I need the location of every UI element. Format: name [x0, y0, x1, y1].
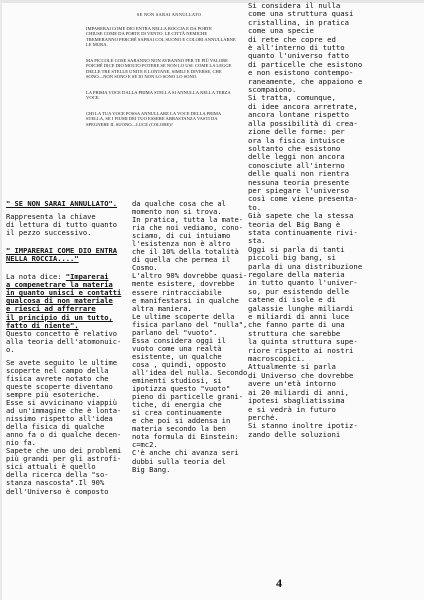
- text-line: di particelle che esistono: [248, 59, 363, 69]
- text-line: so, pur esistendo delle: [248, 286, 350, 296]
- text-line: più grandi per gli astrofi-: [6, 454, 122, 464]
- text-line: anno fa o di qualche decen-: [6, 430, 122, 440]
- text-line: delle quali non rientra: [248, 169, 350, 179]
- poem-line: VOCE.: [86, 95, 100, 100]
- text-line: regolare della materia: [248, 270, 345, 279]
- text-line: mente esistere, dovrebbe: [132, 279, 235, 289]
- left-column: [6, 200, 130, 496]
- text-line: Essa considera oggi il: [132, 335, 226, 345]
- text-line: è all'interno di tutto: [248, 43, 345, 53]
- text-line: C'è anche chi avanza seri: [132, 448, 239, 458]
- text-line: così come viene presenta-: [248, 194, 358, 204]
- quote-line: e riesci ad afferrare: [6, 304, 96, 314]
- text-line: vuoto come una realtà: [132, 343, 222, 353]
- text-line: essere rintracciabile: [132, 287, 222, 297]
- text-line: riore rispetto ai nostri: [248, 345, 354, 355]
- text-line: zione delle forme: per: [248, 127, 345, 137]
- poem-title: SE NON SARAI ANNULLATO: [136, 12, 202, 17]
- text-line: Già sapete che la stessa: [248, 211, 354, 221]
- text-line: la quinta struttura supe-: [248, 337, 358, 347]
- text-line: altra maniera.: [132, 303, 192, 313]
- text-line: pieno di particelle grani-: [132, 392, 244, 402]
- text-line: per spiegare l'universo: [248, 185, 350, 195]
- text-line: nissimo rispetto all'idea: [6, 414, 113, 424]
- text-line: Esse si avvicinano viappiù: [6, 397, 118, 407]
- text-line: della ricerca della "so-: [6, 470, 109, 480]
- text-line: sici attuali è quello: [6, 462, 96, 472]
- text-line: della fisica di qualche: [6, 422, 105, 432]
- text-line: da qualche cosa che al: [132, 199, 226, 208]
- text-line: scoperte nel campo della: [6, 365, 109, 375]
- text-line: soltanto che esistono: [248, 143, 341, 153]
- text-line: dell'Universo è composto: [6, 486, 109, 496]
- text-line: di quella che permea il: [132, 255, 231, 265]
- text-line: all'idea del nulla. Secondo: [132, 367, 248, 377]
- text-line: materia secondo la ben: [132, 424, 226, 434]
- text-line: ria che noi vediamo, cono-: [132, 223, 244, 233]
- poem-line: CHI LA TUA VOCE POSSA ANNULLARE LA VOCE DELLA PRIMA: [86, 110, 222, 116]
- text-line: Rappresenta la chiave: [6, 212, 96, 222]
- text-line: che fanno parte di una: [248, 320, 345, 330]
- text-line: cosa , quindi, opposto: [132, 359, 226, 369]
- text-line: parla di una distribuzione: [248, 261, 363, 271]
- quote-line: fatto di niente".: [6, 320, 79, 330]
- text-line: nessuna teoria presente: [248, 177, 350, 187]
- quote-line: qualcosa di non materiale: [6, 296, 113, 306]
- text-line: Attualmente si parla: [248, 362, 336, 372]
- text-line: e che poi si addensa in: [132, 416, 231, 426]
- poem-line: SONO—NON SONO E SE IO NON LO SONO LO SONO.: [86, 74, 198, 79]
- text-line: galassie lunghe miliardi: [248, 303, 354, 313]
- text-line: e manifestarsi in qualche: [132, 295, 239, 305]
- text-line: Questo concetto è relativo: [6, 328, 118, 338]
- text-line: nio fa.: [6, 438, 36, 448]
- text-line: piccoli big bang, si: [248, 253, 336, 263]
- page-number: 4: [276, 576, 282, 590]
- text-line: di rete che copre ed: [248, 34, 336, 44]
- quote-line: il principio di un tutto,: [6, 312, 113, 322]
- text-line: il pezzo successivo.: [6, 228, 92, 238]
- poem-line: MA PICCOLE COSE SARANNO NON AVRANNO PER TE PIÙ VALORE: [86, 57, 228, 63]
- text-line: alla possibilità di crea-: [248, 118, 358, 128]
- text-line: sta.: [248, 236, 266, 246]
- poem-stanza: [86, 26, 252, 48]
- text-line: Se avete seguito le ultime: [6, 357, 118, 367]
- text-line: delle leggi non ancora: [248, 152, 345, 162]
- text-line: perché.: [248, 412, 279, 422]
- text-line: e non esistono contempo-: [248, 68, 354, 78]
- text-line: ancora lontane rispetto: [248, 110, 350, 120]
- text-line: ai 20 miliardi di anni,: [248, 387, 350, 397]
- poem-stanza: [86, 111, 252, 128]
- text-line: fisica parlano del "nulla",: [132, 319, 248, 329]
- text-line: stata continuamente rivi-: [248, 227, 358, 237]
- poem-line: SPEGNERE IL SUONO—LUCE (COLORE)?: [86, 121, 173, 127]
- text-line: e si vedrà in futuro: [248, 404, 336, 414]
- poem-line: TREMERANNO PERCHÉ SAPRAI COL SUONO E COLORI ANNULLARNE: [86, 36, 236, 42]
- text-line: cristallina, in pratica: [248, 17, 350, 27]
- text-line: ora la fisica intuisce: [248, 135, 345, 145]
- text-line: tiche, di energia che: [132, 400, 222, 410]
- middle-column: [132, 200, 250, 474]
- text-line: c=mc2.: [132, 440, 158, 450]
- text-line: si crea continuamente: [132, 408, 222, 418]
- text-line: l'esistenza non è altro: [132, 239, 231, 249]
- text-line: esistente, un qualche: [132, 351, 222, 361]
- poem-line: POICHÉ DICE DIO MOLTO POTERE SE NON LO USI. COME LA LEGGE: [86, 63, 232, 68]
- text-line: fisica avrete notato che: [6, 373, 109, 383]
- text-line: di Universo che dovrebbe: [248, 370, 354, 380]
- text-line: Oggi si parla di tanti: [248, 244, 345, 254]
- page-left-edge: [0, 0, 2, 600]
- text-line: Si stanno inoltre ipotiz-: [248, 421, 358, 431]
- text-line: Le ultime scoperte della: [132, 311, 235, 321]
- text-line: L'altro 90% dovrebbe quasi-: [132, 271, 248, 281]
- poem-line: CHIUSE COME DA PORTE DI VENTO. LE CITTÀ NEMICHE: [86, 31, 208, 36]
- text-line: parlano del "vuoto".: [132, 327, 218, 337]
- text-line: macroscopici.: [248, 354, 306, 364]
- text-line: scompaiono.: [248, 85, 297, 95]
- text-line: conosciute all'interno: [248, 160, 345, 170]
- poem-stanza: [86, 90, 252, 101]
- text-line: catene di isole e di: [248, 295, 336, 305]
- right-column: [248, 2, 420, 439]
- text-line: o.: [6, 344, 15, 354]
- text-line: di idee ancora arretrate,: [248, 101, 358, 111]
- text-line: ad un'immagine che è lonta-: [6, 406, 122, 416]
- text-line: come una struttura quasi: [248, 9, 354, 19]
- text-line: come una specie: [248, 26, 314, 36]
- section-heading: " IMPARERAI COME DIO ENTRA: [6, 246, 118, 256]
- text-line: di lettura di tutto quanto: [6, 220, 118, 230]
- text-line: quanto l'universo fatto: [248, 51, 350, 61]
- text-line: In pratica, tutta la mate-: [132, 215, 244, 225]
- quote-text: "Imparerai: [65, 272, 109, 282]
- text-line: struttura che sarebbe: [248, 328, 341, 338]
- text-line: to.: [248, 202, 262, 212]
- quote-line: in quanto unisci e contatti: [6, 288, 122, 298]
- text-line: ipotesi sbagliatissima: [248, 396, 345, 406]
- poem-line: DELLE TRE STELLE UNITE E LONTANE, SIMILI E DIVERSE, CHE: [86, 68, 222, 74]
- text-line: Si tratta, comunque,: [248, 93, 336, 103]
- text-line: dubbi sulla teoria del: [132, 456, 226, 466]
- text-line: Si considera il nulla: [248, 1, 341, 10]
- text-line: in tutto quanto l'univer-: [248, 278, 358, 288]
- section-heading: " SE NON SARAI ANNULLATO".: [6, 199, 118, 208]
- poem-line: STELLA, SE I FIUMI DEI TUO ESSERE ABBASTANZA VASTI DA: [86, 116, 218, 121]
- text-line: teoria del Big Bang è: [248, 219, 341, 229]
- text-line: Cosmo.: [132, 263, 158, 273]
- poem-block: [86, 12, 252, 137]
- text-line: che il 10% della totalità: [132, 247, 239, 257]
- poem-line: IMPARERAI COME DIO ENTRA NELLA ROCCIA E DA PORTE: [86, 25, 212, 31]
- text-line: sciamo, di cui intuiamo: [132, 231, 231, 241]
- poem-stanza: [86, 58, 252, 80]
- text-line: Big Bang.: [132, 464, 171, 474]
- text-line: alla teoria dell'atomonuic-: [6, 336, 122, 346]
- section-heading: NELLA ROCCIA....": [6, 254, 79, 264]
- text-line: stanza nascosta".Il 90%: [6, 478, 105, 488]
- text-line: nota formula di Einstein:: [132, 432, 239, 442]
- poem-line: LE MURA.: [86, 42, 108, 47]
- text-line: e miliardi di anni luce: [248, 312, 350, 322]
- text-line: queste scoperte diventano: [6, 381, 113, 391]
- text-line: ipotizza questo "vuoto": [132, 384, 231, 394]
- text-line: avere un'età intorno: [248, 379, 336, 389]
- text-line: Sapete che uno dei problemi: [6, 446, 122, 456]
- text-line: zando delle soluzioni: [248, 429, 341, 439]
- poem-line: LA PRIMA VOCE DALLA PRIMA STELLA SI ANNULLA NELLA TERZA: [86, 89, 231, 95]
- quote-line: a compenetrare la materia: [6, 280, 113, 290]
- text-line: sempre più esoteriche.: [6, 389, 100, 399]
- text-line: raneamente, che appaiono e: [248, 76, 363, 86]
- note-intro: La nota dice:: [6, 272, 66, 282]
- text-line: momento non si trova.: [132, 207, 222, 217]
- text-line: eminenti studiosi, si: [132, 376, 222, 386]
